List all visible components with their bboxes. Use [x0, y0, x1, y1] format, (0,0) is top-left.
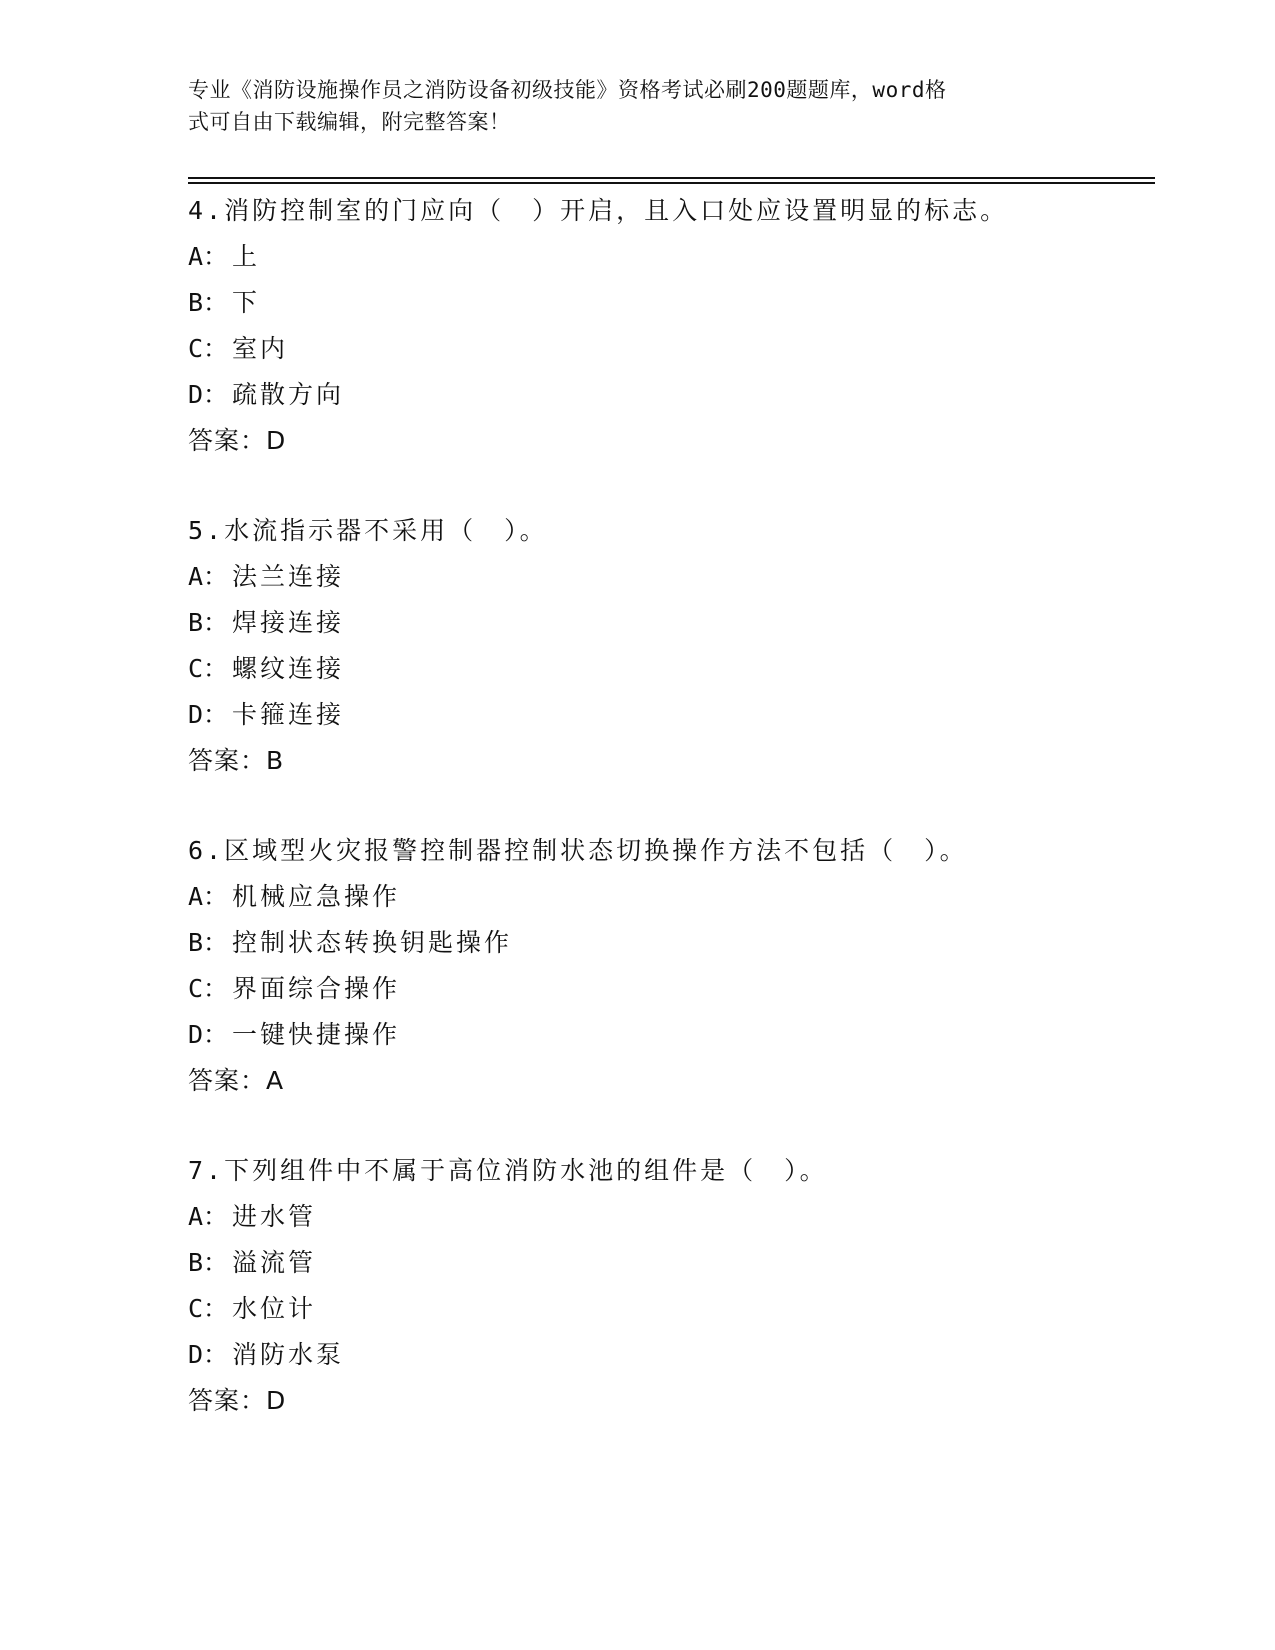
question-stem: 6.区域型火灾报警控制器控制状态切换操作方法不包括（ ）。 — [188, 836, 968, 865]
option-text: 疏散方向 — [232, 380, 345, 409]
header-divider-bottom — [188, 182, 1155, 184]
option-c — [188, 646, 1148, 692]
option-d — [188, 372, 1148, 418]
option-letter: D： — [188, 700, 229, 729]
option-letter: A： — [188, 1202, 229, 1231]
option-text: 下 — [232, 288, 261, 317]
question-block — [188, 508, 1148, 784]
option-b — [188, 1240, 1148, 1286]
answer-line: 答案：D — [188, 426, 287, 455]
option-text: 一键快捷操作 — [232, 1020, 401, 1049]
header-line-1: 专业《消防设施操作员之消防设备初级技能》资格考试必刷200题题库，word格 — [188, 78, 947, 102]
option-letter: C： — [188, 974, 229, 1003]
option-letter: D： — [188, 380, 229, 409]
option-letter: D： — [188, 1020, 229, 1049]
option-text: 界面综合操作 — [232, 974, 401, 1003]
option-d — [188, 1332, 1148, 1378]
option-c — [188, 966, 1148, 1012]
option-letter: A： — [188, 242, 229, 271]
option-c — [188, 1286, 1148, 1332]
option-text: 进水管 — [232, 1202, 317, 1231]
question-stem: 5.水流指示器不采用（ ）。 — [188, 516, 548, 545]
option-letter: D： — [188, 1340, 229, 1369]
option-a — [188, 1194, 1148, 1240]
document-header — [188, 74, 1068, 138]
option-letter: B： — [188, 288, 229, 317]
question-block — [188, 188, 1148, 464]
answer-line: 答案：D — [188, 1386, 287, 1415]
option-a — [188, 234, 1148, 280]
question-block — [188, 1148, 1148, 1424]
option-letter: C： — [188, 1294, 229, 1323]
question-block — [188, 828, 1148, 1104]
question-stem: 7.下列组件中不属于高位消防水池的组件是（ ）。 — [188, 1156, 828, 1185]
option-a — [188, 554, 1148, 600]
option-text: 机械应急操作 — [232, 882, 401, 911]
option-text: 螺纹连接 — [232, 654, 345, 683]
option-text: 控制状态转换钥匙操作 — [232, 928, 513, 957]
option-text: 上 — [232, 242, 261, 271]
option-letter: B： — [188, 1248, 229, 1277]
option-text: 法兰连接 — [232, 562, 345, 591]
option-letter: A： — [188, 562, 229, 591]
option-b — [188, 920, 1148, 966]
option-c — [188, 326, 1148, 372]
option-letter: C： — [188, 654, 229, 683]
option-b — [188, 600, 1148, 646]
option-text: 溢流管 — [232, 1248, 317, 1277]
option-d — [188, 1012, 1148, 1058]
option-text: 焊接连接 — [232, 608, 345, 637]
option-letter: B： — [188, 928, 229, 957]
option-text: 室内 — [232, 334, 289, 363]
option-text: 水位计 — [232, 1294, 317, 1323]
option-letter: C： — [188, 334, 229, 363]
header-line-2: 式可自由下载编辑，附完整答案！ — [188, 110, 511, 134]
option-letter: B： — [188, 608, 229, 637]
question-stem: 4.消防控制室的门应向（ ）开启，且入口处应设置明显的标志。 — [188, 196, 1009, 225]
option-b — [188, 280, 1148, 326]
option-text: 消防水泵 — [232, 1340, 345, 1369]
option-a — [188, 874, 1148, 920]
option-d — [188, 692, 1148, 738]
option-letter: A： — [188, 882, 229, 911]
answer-line: 答案：A — [188, 1066, 285, 1095]
header-divider-top — [188, 177, 1155, 179]
option-text: 卡箍连接 — [232, 700, 345, 729]
answer-line: 答案：B — [188, 746, 285, 775]
